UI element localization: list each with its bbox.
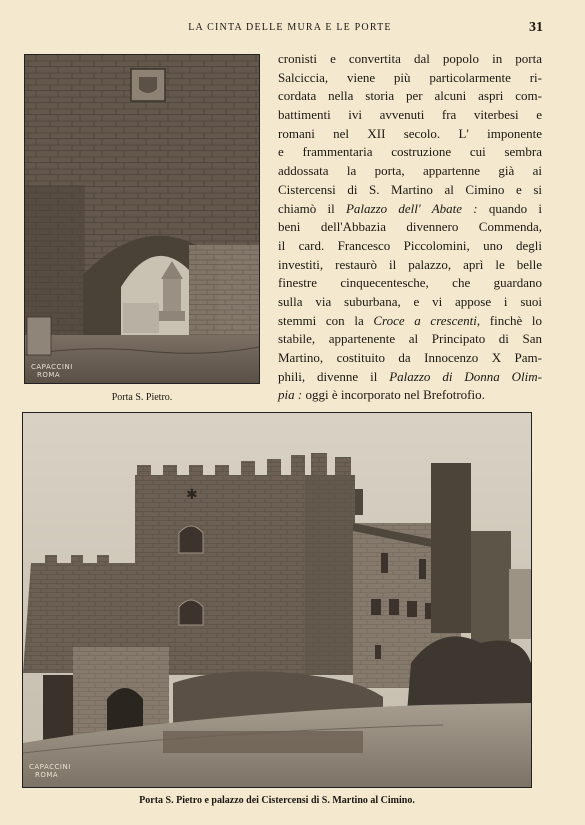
- text-line: pia : oggi è incorporato nel Brefotrofio.: [278, 387, 485, 403]
- text-line: phili, divenne il Palazzo di Donna Olim-: [278, 368, 542, 384]
- italic-pia: pia :: [278, 387, 303, 403]
- text-line: Salciccia, viene più particolarmente ri-: [278, 69, 542, 85]
- text-line: cordata nella storia per alcuni aspri com-: [278, 88, 542, 104]
- photo2-credit-line1: CAPACCINI: [29, 763, 71, 771]
- photo1-credit-line1: CAPACCINI: [31, 363, 73, 371]
- photo-palazzo-cistercensi: [22, 412, 532, 788]
- palazzo-photo-illustration: [23, 413, 531, 787]
- text-line: addossata la porta, appartenne già ai: [278, 163, 542, 179]
- photo2-credit-line2: ROMA: [35, 771, 59, 779]
- text-line: finestre cinquecentesche, che guardano: [278, 275, 542, 291]
- running-head: LA CINTA DELLE MURA E LE PORTE: [188, 22, 392, 33]
- italic-palazzo-donna: Palazzo di Donna Olim-: [389, 368, 542, 384]
- text-line: investiti, restaurò il palazzo, aprì le belle: [278, 256, 542, 272]
- text-line: il card. Francesco Piccolomini, uno degli: [278, 237, 542, 253]
- text-line: beni dell'Abbazia divennero Commenda,: [278, 219, 542, 235]
- text-line: chiamò il Palazzo dell' Abate : quando i: [278, 200, 542, 216]
- text-line: stemmi con la Croce a crescenti, finchè lo: [278, 312, 542, 328]
- figure1-caption: Porta S. Pietro.: [111, 392, 173, 403]
- body-text: [278, 50, 542, 405]
- text-line: Cistercensi di S. Martino al Cimino e si: [278, 181, 542, 197]
- text-line: battimenti ivi avvenuti fra viterbesi e: [278, 107, 542, 123]
- svg-text:✱: ✱: [186, 487, 198, 503]
- photo-porta-san-pietro: [24, 54, 260, 384]
- gate-photo-illustration: [25, 55, 259, 383]
- text-line: Martino, costituito da Innocenzo X Pam-: [278, 350, 542, 365]
- text-line: stabile, appartenente al Principato di San: [278, 331, 542, 347]
- text-line: sulla via suburbana, e vi appose i suoi: [278, 293, 542, 309]
- page-number: 31: [529, 20, 543, 35]
- text-line: cronisti e convertita dal popolo in porta: [278, 51, 542, 66]
- photo1-credit-line2: ROMA: [37, 371, 61, 379]
- italic-palazzo-abate: Palazzo dell' Abate :: [345, 200, 478, 216]
- italic-croce-crescenti: Croce a crescenti: [373, 312, 477, 328]
- text-line: romani nel XII secolo. L' imponente: [278, 125, 542, 141]
- figure2-caption: Porta S. Pietro e palazzo dei Cistercensi di S. Martino al Cimino.: [139, 795, 415, 806]
- text-line: e frammentaria costruzione cui sembra: [278, 144, 542, 160]
